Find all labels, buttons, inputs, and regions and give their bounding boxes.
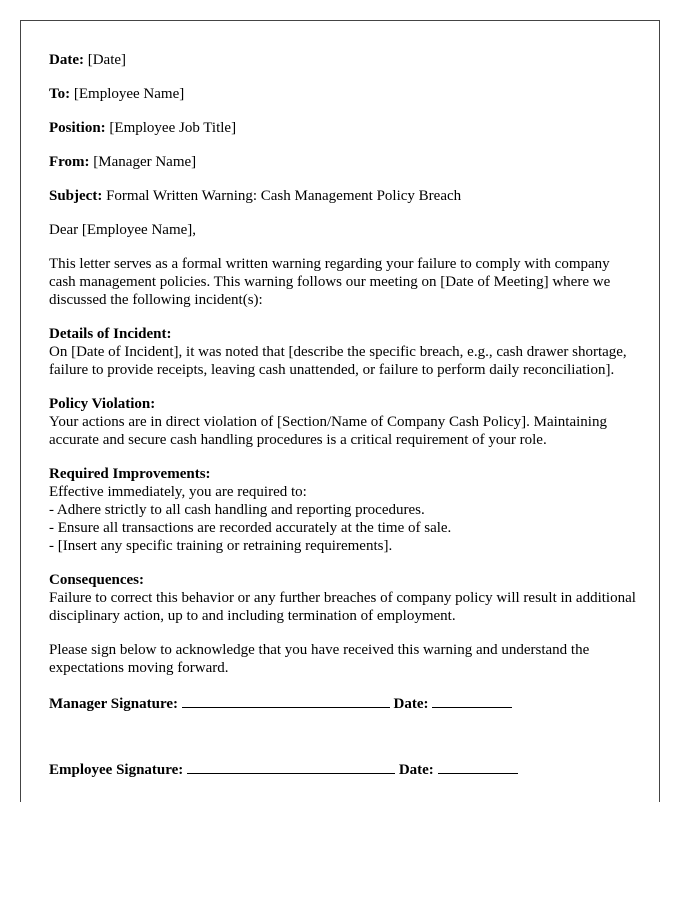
employee-date-blank[interactable] xyxy=(438,759,518,774)
salutation: Dear [Employee Name], xyxy=(49,222,197,238)
letter-header xyxy=(49,51,637,205)
policy-heading: Policy Violation: xyxy=(49,396,156,412)
manager-date-blank[interactable] xyxy=(432,693,512,708)
manager-signature-blank[interactable] xyxy=(182,693,390,708)
policy-text: Your actions are in direct violation of [Section/Name of Company Cash Policy]. Maintaining accurate and secure cash handling procedures is a critical requirement of your role. xyxy=(49,414,607,448)
employee-signature-label: Employee Signature: xyxy=(49,762,184,778)
policy-section xyxy=(49,395,637,449)
date-value: [Date] xyxy=(87,52,127,68)
date-line xyxy=(49,51,637,69)
improvement-item: - Adhere strictly to all cash handling and reporting procedures. xyxy=(49,502,425,518)
manager-signature-line xyxy=(49,693,637,713)
details-text: On [Date of Incident], it was noted that [describe the specific breach, e.g., cash drawer shortage, failure to provide receipts, leaving cash unattended, or failure to perform daily reconciliation]. xyxy=(49,344,627,378)
to-value: [Employee Name] xyxy=(73,86,185,102)
to-label: To: xyxy=(49,86,71,102)
letter-content xyxy=(49,51,637,802)
consequences-section xyxy=(49,571,637,625)
manager-signature-label: Manager Signature: xyxy=(49,696,179,712)
subject-line xyxy=(49,187,637,205)
position-label: Position: xyxy=(49,120,106,136)
employee-signature-blank[interactable] xyxy=(187,759,395,774)
from-value: [Manager Name] xyxy=(93,154,197,170)
details-heading: Details of Incident: xyxy=(49,326,172,342)
improvement-item: - [Insert any specific training or retraining requirements]. xyxy=(49,538,393,554)
improvements-section xyxy=(49,465,637,555)
from-label: From: xyxy=(49,154,90,170)
from-line xyxy=(49,153,637,171)
manager-date-label: Date: xyxy=(393,696,429,712)
consequences-text: Failure to correct this behavior or any further breaches of company policy will result in additional disciplinary action, up to and including termination of employment. xyxy=(49,590,636,624)
improvements-heading: Required Improvements: xyxy=(49,466,211,482)
subject-label: Subject: xyxy=(49,188,103,204)
position-value: [Employee Job Title] xyxy=(109,120,237,136)
closing-paragraph: Please sign below to acknowledge that you have received this warning and understand the expectations moving forward. xyxy=(49,642,590,676)
employee-signature-line xyxy=(49,759,637,779)
consequences-heading: Consequences: xyxy=(49,572,145,588)
intro-paragraph: This letter serves as a formal written warning regarding your failure to comply with company cash management policies. This warning follows our meeting on [Date of Meeting] where we discussed the following incident(s): xyxy=(49,256,611,308)
letter-page xyxy=(20,20,660,802)
subject-value: Formal Written Warning: Cash Management Policy Breach xyxy=(106,188,462,204)
improvements-intro: Effective immediately, you are required to: xyxy=(49,484,307,500)
position-line xyxy=(49,119,637,137)
details-section xyxy=(49,325,637,379)
employee-date-label: Date: xyxy=(398,762,434,778)
date-label: Date: xyxy=(49,52,84,68)
improvement-item: - Ensure all transactions are recorded accurately at the time of sale. xyxy=(49,520,452,536)
to-line xyxy=(49,85,637,103)
